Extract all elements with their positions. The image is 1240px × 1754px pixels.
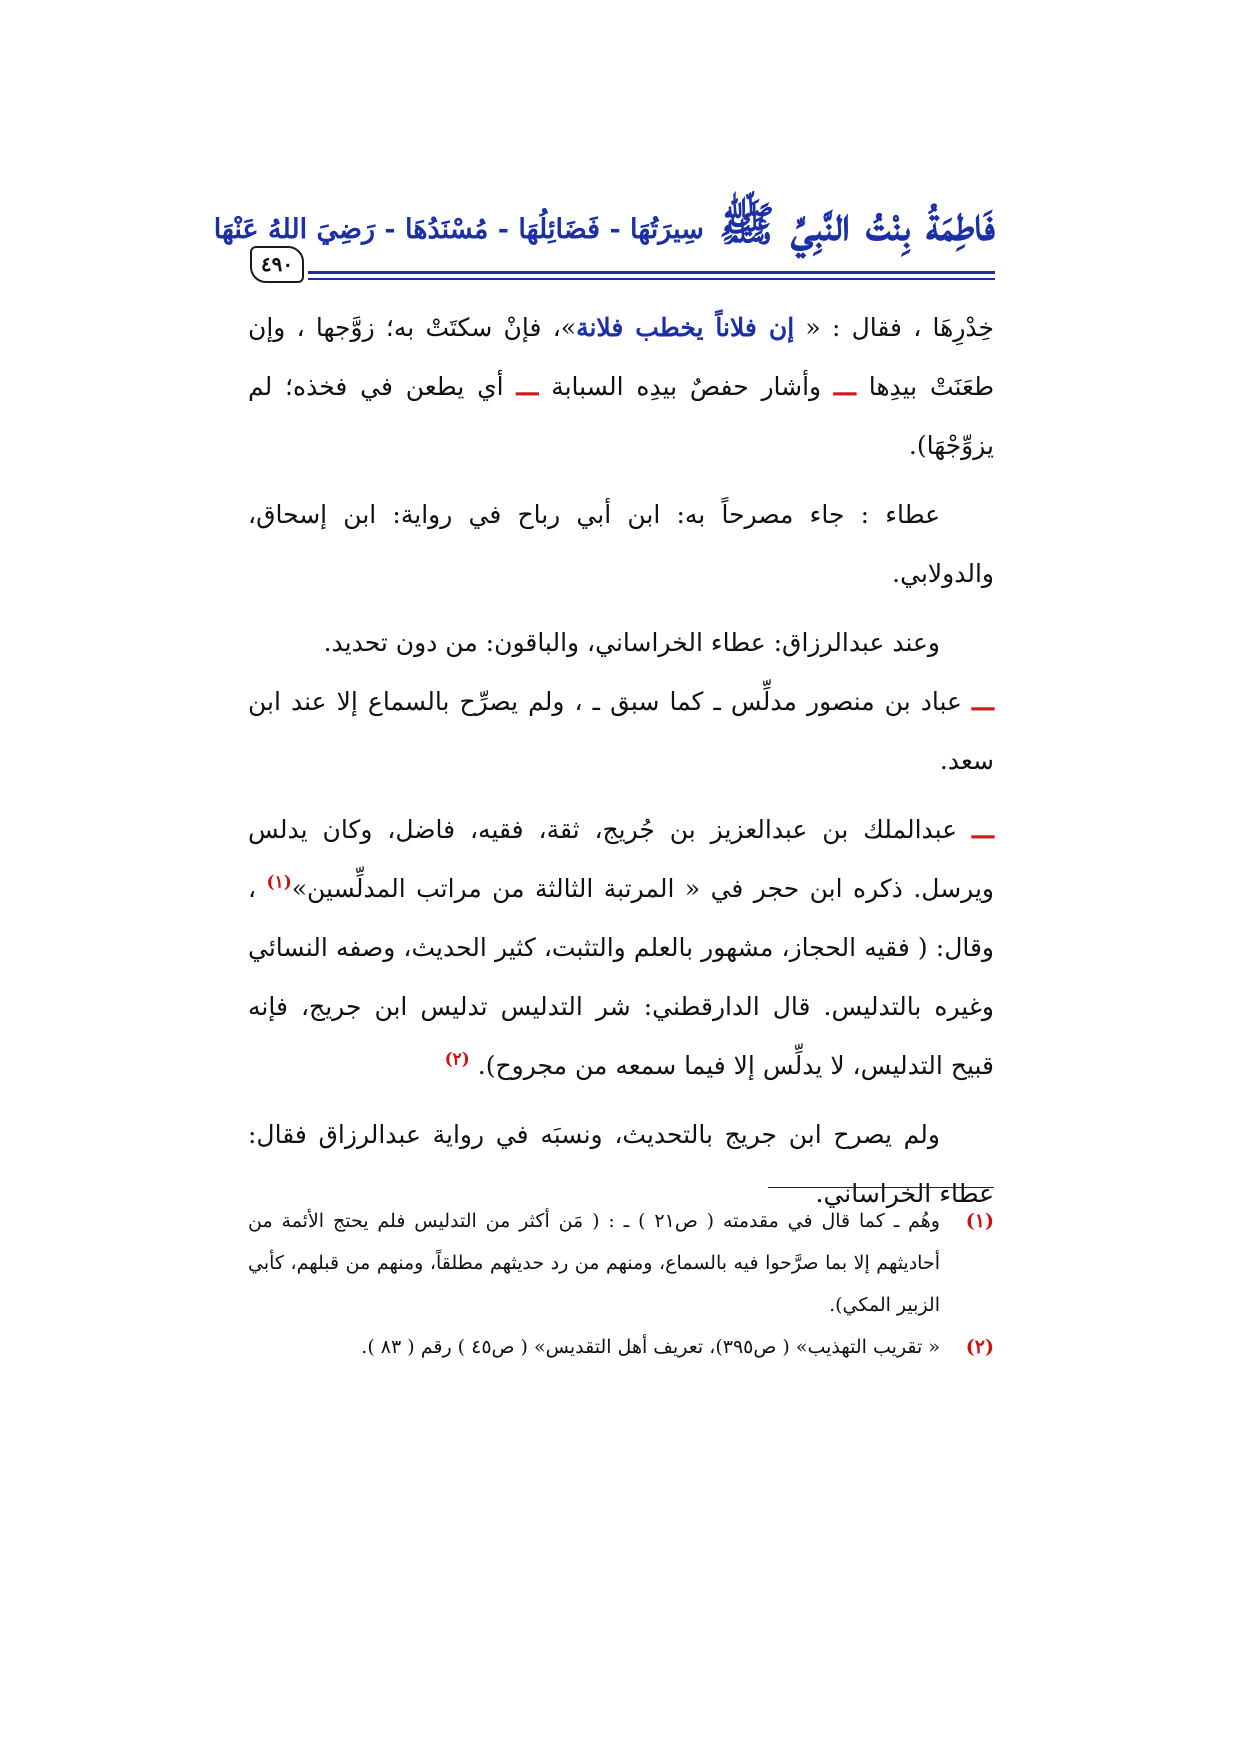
paragraph-tahdith: ولم يصرح ابن جريج بالتحديث، ونسبَه في رواية عبدالرزاق فقال: عطاء الخراساني. (248, 1120, 994, 1208)
red-dash: ـــ (972, 815, 994, 844)
paragraph-hadith-end (248, 298, 994, 475)
footnote-text: « تقريب التهذيب» ( ص٣٩٥)، تعريف أهل التقديس» ( ص٤٥ ) رقم ( ٨٣ ). (361, 1336, 940, 1358)
footnote-2 (248, 1326, 994, 1368)
paragraph-abbad (248, 672, 994, 790)
red-dash: ـــ (833, 372, 856, 401)
text-run: عبدالملك بن عبدالعزيز بن جُريج، ثقة، فقيه، فاضل، وكان يدلس ويرسل. ذكره ابن حجر في « المرتبة الثالثة من مراتب المدلِّسين» (248, 815, 994, 903)
footnote-ref-2[interactable]: (٢) (444, 1049, 470, 1070)
footnote-text: وهُم ـ كما قال في مقدمته ( ص٢١ ) ـ : ( مَن أكثر من التدليس فلم يحتج الأئمة من أحاديثهم إلا بما صرَّحوا فيه بالسماع، ومنهم من رد حديثهم مطلقاً، ومنهم من قبلهم، كأبي الزبير المكي). (248, 1210, 940, 1316)
red-dash: ـــ (516, 372, 539, 401)
footnote-1 (248, 1200, 994, 1326)
footnote-number: (١) (965, 1210, 994, 1232)
text-run: أي يطعن في فخذه؛ لم يزوِّجْهَا). (248, 372, 994, 460)
footnote-number: (٢) (965, 1336, 994, 1358)
paragraph-ibn-jurayj (248, 800, 994, 1095)
text-run: عباد بن منصور مدلِّس ـ كما سبق ـ ، ولم يصرِّح بالسماع إلا عند ابن سعد. (248, 687, 994, 775)
page-header (213, 178, 995, 286)
book-subtitle: سِيرَتُهَا - فَضَائِلُهَا - مُسْنَدُهَا - رَضِيَ اللهُ عَنْهَا (213, 214, 704, 245)
text-run: ، وقال: ( فقيه الحجاز، مشهور بالعلم والتثبت، كثير الحديث، وصفه النسائي وغيره بالتدليس. قال الدارقطني: شر التدليس تدليس ابن جريج، فإنه قبيح التدليس، لا يدلِّس إلا فيما سمعه من مجروح). (248, 874, 994, 1080)
footnote-separator (768, 1187, 994, 1188)
paragraph-abdulrazzaq: وعند عبدالرزاق: عطاء الخراساني، والباقون: من دون تحديد. (323, 628, 940, 657)
footnotes (248, 1200, 994, 1368)
text-run: »، فإنْ سكتَتْ به؛ زوَّجها ، وإن طعَنَتْ بيدِها (248, 313, 994, 401)
book-title: فَاطِمَةُ بِنْتُ النَّبِيِّ ﷺ (719, 197, 995, 251)
page-number: ٤٩٠ (250, 246, 304, 283)
text-run: وأشار حفصٌ بيدِه السبابة (538, 372, 834, 401)
header-rule (308, 271, 995, 274)
prophetic-quote: إن فلاناً يخطب فلانة (576, 313, 795, 342)
footnote-ref-1[interactable]: (١) (266, 872, 292, 893)
red-dash: ـــ (972, 687, 994, 716)
header-rule-thin (308, 278, 995, 280)
text-run: خِدْرِهَا ، فقال : « (794, 313, 994, 342)
main-text (248, 298, 994, 1233)
paragraph-ata: عطاء : جاء مصرحاً به: ابن أبي رباح في رواية: ابن إسحاق، والدولابي. (248, 500, 994, 588)
